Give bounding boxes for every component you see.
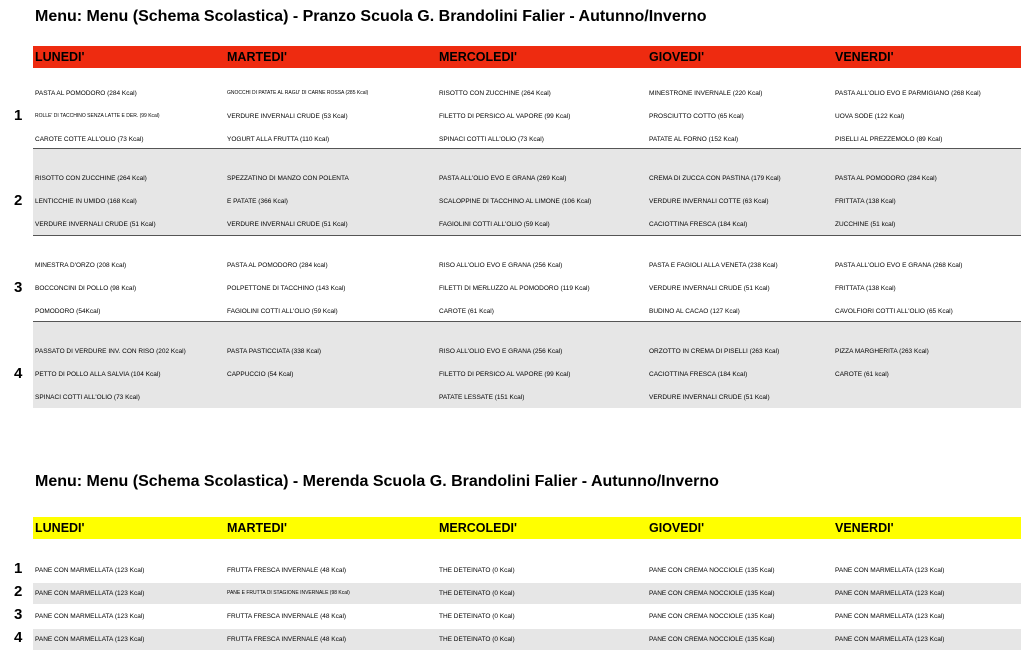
- menu-item: PASSATO DI VERDURE INV. CON RISO (202 Kcal): [35, 348, 186, 355]
- menu-item: VERDURE INVERNALI CRUDE (51 Kcal): [649, 285, 770, 292]
- menu-item: FRITTATA (138 Kcal): [835, 285, 896, 292]
- snack-item: PANE CON CREMA NOCCIOLE (135 Kcal): [649, 636, 775, 643]
- menu-item: SPINACI COTTI ALL'OLIO (73 Kcal): [439, 136, 544, 143]
- menu-item: FAGIOLINI COTTI ALL'OLIO (59 Kcal): [227, 308, 338, 315]
- menu-item: ROLLE' DI TACCHINO SENZA LATTE E DER. (99 Kcal): [35, 113, 160, 119]
- menu-item: POLPETTONE DI TACCHINO (143 Kcal): [227, 285, 346, 292]
- menu-item: ORZOTTO IN CREMA DI PISELLI (263 Kcal): [649, 348, 780, 355]
- menu-item: CACIOTTINA FRESCA (184 Kcal): [649, 371, 748, 378]
- snack-item: PANE CON CREMA NOCCIOLE (135 Kcal): [649, 613, 775, 620]
- lunch-week-block: [14, 235, 1021, 322]
- menu-item: SPINACI COTTI ALL'OLIO (73 Kcal): [35, 394, 140, 401]
- week-number: 2: [14, 583, 23, 600]
- menu-item: CAVOLFIORI COTTI ALL'OLIO (65 Kcal): [835, 308, 953, 315]
- menu-item: MINESTRA D'ORZO (208 Kcal): [35, 262, 127, 269]
- menu-item: RISOTTO CON ZUCCHINE (264 Kcal): [35, 175, 147, 182]
- menu-item: PATATE LESSATE (151 Kcal): [439, 394, 525, 401]
- menu-item: FAGIOLINI COTTI ALL'OLIO (59 Kcal): [439, 221, 550, 228]
- menu-item: GNOCCHI DI PATATE AL RAGU' DI CARNE ROSSA (285 Kcal): [227, 90, 369, 96]
- week-number: 3: [14, 279, 23, 296]
- day-thursday: GIOVEDI': [649, 50, 705, 64]
- week-number: 3: [14, 606, 23, 623]
- menu-item: SCALOPPINE DI TACCHINO AL LIMONE (106 Kcal): [439, 198, 592, 205]
- menu-item: FILETTI DI MERLUZZO AL POMODORO (119 Kcal): [439, 285, 590, 292]
- snack-week-row: [14, 583, 1021, 604]
- day-tuesday: MARTEDI': [227, 521, 287, 535]
- day-wednesday: MERCOLEDI': [439, 50, 517, 64]
- snack-item: FRUTTA FRESCA INVERNALE (48 Kcal): [227, 567, 347, 574]
- menu-item: PETTO DI POLLO ALLA SALVIA (104 Kcal): [35, 371, 161, 378]
- lunch-week-block: [14, 321, 1021, 408]
- menu-item: PASTA ALL'OLIO EVO E GRANA (269 Kcal): [439, 175, 567, 182]
- menu-item: BUDINO AL CACAO (127 Kcal): [649, 308, 740, 315]
- menu-item: PASTA PASTICCIATA (338 Kcal): [227, 348, 322, 355]
- menu-item: RISO ALL'OLIO EVO E GRANA (256 Kcal): [439, 262, 563, 269]
- menu-item: FRITTATA (138 Kcal): [835, 198, 896, 205]
- menu-item: LENTICCHIE IN UMIDO (168 Kcal): [35, 198, 137, 205]
- menu-item: YOGURT ALLA FRUTTA (110 Kcal): [227, 136, 330, 143]
- snack-day-header: [33, 517, 1021, 539]
- day-friday: VENERDI': [835, 50, 894, 64]
- menu-item: CACIOTTINA FRESCA (184 Kcal): [649, 221, 748, 228]
- week-number: 1: [14, 107, 23, 124]
- menu-item: CAROTE (61 kcal): [835, 371, 889, 378]
- week-number: 1: [14, 560, 23, 577]
- snack-item: PANE CON MARMELLATA (123 Kcal): [835, 613, 945, 620]
- snack-item: PANE CON MARMELLATA (123 Kcal): [35, 590, 145, 597]
- day-tuesday: MARTEDI': [227, 50, 287, 64]
- snack-week-row: [14, 629, 1021, 650]
- menu-item: PASTA AL POMODORO (284 Kcal): [835, 175, 937, 182]
- day-monday: LUNEDI': [35, 521, 85, 535]
- menu-item: PASTA ALL'OLIO EVO E PARMIGIANO (268 Kcal): [835, 90, 981, 97]
- lunch-week-block: [14, 64, 1021, 148]
- menu-item: VERDURE INVERNALI COTTE (63 Kcal): [649, 198, 769, 205]
- menu-item: VERDURE INVERNALI CRUDE (53 Kcal): [227, 113, 348, 120]
- snack-item: FRUTTA FRESCA INVERNALE (48 Kcal): [227, 613, 347, 620]
- snack-item: THE DETEINATO (0 Kcal): [439, 567, 515, 574]
- menu-item: PIZZA MARGHERITA (263 Kcal): [835, 348, 929, 355]
- menu-item: VERDURE INVERNALI CRUDE (51 Kcal): [227, 221, 348, 228]
- snack-item: PANE CON MARMELLATA (123 Kcal): [35, 613, 145, 620]
- week-number: 2: [14, 192, 23, 209]
- week-number: 4: [14, 629, 23, 646]
- menu-item: CREMA DI ZUCCA CON PASTINA (179 Kcal): [649, 175, 781, 182]
- snack-item: THE DETEINATO (0 Kcal): [439, 590, 515, 597]
- snack-item: PANE CON CREMA NOCCIOLE (135 Kcal): [649, 590, 775, 597]
- menu-item: PASTA AL POMODORO (284 kcal): [227, 262, 328, 269]
- menu-item: PASTA AL POMODORO (284 Kcal): [35, 90, 137, 97]
- snack-item: PANE CON MARMELLATA (123 Kcal): [835, 567, 945, 574]
- menu-item: UOVA SODE (122 Kcal): [835, 113, 905, 120]
- snack-item: PANE CON CREMA NOCCIOLE (135 Kcal): [649, 567, 775, 574]
- snack-item: PANE CON MARMELLATA (123 Kcal): [835, 590, 945, 597]
- day-monday: LUNEDI': [35, 50, 85, 64]
- menu-item: ZUCCHINE (51 kcal): [835, 221, 896, 228]
- menu-item: CAROTE (61 Kcal): [439, 308, 494, 315]
- snack-item: PANE CON MARMELLATA (123 Kcal): [35, 636, 145, 643]
- menu-item: FILETTO DI PERSICO AL VAPORE (99 Kcal): [439, 113, 571, 120]
- menu-item: PATATE AL FORNO (152 Kcal): [649, 136, 739, 143]
- snack-item: THE DETEINATO (0 Kcal): [439, 636, 515, 643]
- menu-item: VERDURE INVERNALI CRUDE (51 Kcal): [649, 394, 770, 401]
- snack-week-row: [14, 560, 1021, 581]
- menu-item: MINESTRONE INVERNALE (220 Kcal): [649, 90, 763, 97]
- lunch-week-block: [14, 148, 1021, 236]
- snack-week-row: [14, 606, 1021, 627]
- menu-item: BOCCONCINI DI POLLO (98 Kcal): [35, 285, 137, 292]
- snack-title: Menu: Menu (Schema Scolastica) - Merenda Scuola G. Brandolini Falier - Autunno/Inverno: [35, 473, 719, 490]
- menu-item: E PATATE (366 Kcal): [227, 198, 288, 205]
- snack-item: THE DETEINATO (0 Kcal): [439, 613, 515, 620]
- menu-item: FILETTO DI PERSICO AL VAPORE (99 Kcal): [439, 371, 571, 378]
- menu-item: POMODORO (54Kcal): [35, 308, 101, 315]
- menu-item: PASTA ALL'OLIO EVO E GRANA (268 Kcal): [835, 262, 963, 269]
- lunch-title: Menu: Menu (Schema Scolastica) - Pranzo Scuola G. Brandolini Falier - Autunno/Inverno: [35, 8, 707, 25]
- menu-item: PROSCIUTTO COTTO (65 Kcal): [649, 113, 744, 120]
- menu-item: SPEZZATINO DI MANZO CON POLENTA: [227, 175, 349, 182]
- menu-item: RISO ALL'OLIO EVO E GRANA (256 Kcal): [439, 348, 563, 355]
- menu-item: VERDURE INVERNALI CRUDE (51 Kcal): [35, 221, 156, 228]
- menu-item: CAPPUCCIO (54 Kcal): [227, 371, 294, 378]
- day-wednesday: MERCOLEDI': [439, 521, 517, 535]
- day-thursday: GIOVEDI': [649, 521, 705, 535]
- menu-item: PASTA E FAGIOLI ALLA VENETA (238 Kcal): [649, 262, 778, 269]
- menu-item: PISELLI AL PREZZEMOLO (89 Kcal): [835, 136, 943, 143]
- snack-item: PANE CON MARMELLATA (123 Kcal): [835, 636, 945, 643]
- snack-item: FRUTTA FRESCA INVERNALE (48 Kcal): [227, 636, 347, 643]
- day-friday: VENERDI': [835, 521, 894, 535]
- snack-item: PANE E FRUTTA DI STAGIONE INVERNALE (98 Kcal): [227, 590, 350, 596]
- menu-item: RISOTTO CON ZUCCHINE (264 Kcal): [439, 90, 551, 97]
- menu-item: CAROTE COTTE ALL'OLIO (73 Kcal): [35, 136, 144, 143]
- snack-item: PANE CON MARMELLATA (123 Kcal): [35, 567, 145, 574]
- week-number: 4: [14, 365, 23, 382]
